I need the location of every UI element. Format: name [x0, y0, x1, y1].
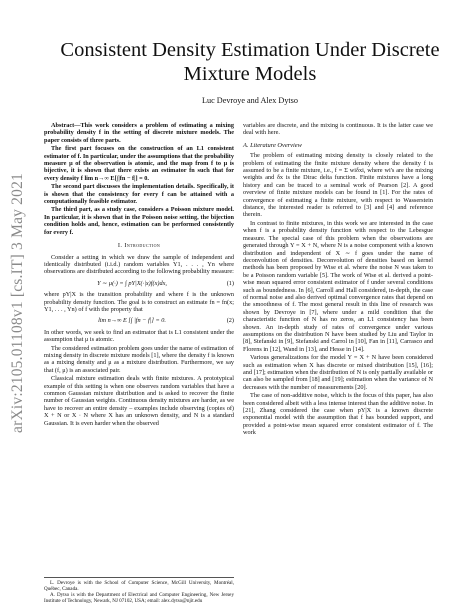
- equation-2: [44, 317, 234, 324]
- body-paragraph: In other words, we seek to find an estimator that is L1 consistent under the assumption that μ is atomic.: [44, 328, 234, 344]
- subsection-heading-literature: A. Literature Overview: [243, 141, 302, 149]
- abstract: [44, 122, 234, 236]
- body-paragraph: Various generalizations for the model Y = X + N have been considered such as estimation when X has discrete or mixed distribution [15], [16]; and [17]; estimation when the distribution of N is only partially available or can also be sampled from [18] and [19]; estimation when the variance of N decreases with the number of measurements [20].: [243, 354, 433, 391]
- body-paragraph: Classical mixture estimation deals with finite mixtures. A prototypical example of this setting is when one observes random variables that have a common Gaussian mixture distribution and is asked to recover the finite number of Gaussian weights. Continuous density mixtures are harder, as we have to recover an entire density – examples include observing (copies of) X + N or X · N where X has an unknown density, and N is a standard Gaussian. It is even harder when the observed: [44, 375, 234, 427]
- arxiv-identifier: [4, 148, 32, 458]
- footnote: L. Devroye is with the School of Computer Science, McGill University, Montréal, Québec, Canada.: [44, 580, 234, 592]
- right-column: [243, 122, 433, 438]
- equation-1-body: Y ∼ μ(·) = ∫ pY|X(·|x)f(x)dx,: [97, 279, 167, 287]
- equation-1: [44, 280, 234, 287]
- equation-1-number: (1): [226, 279, 234, 287]
- body-paragraph: variables are discrete, and the mixing is continuous. It is the latter case we deal with here.: [243, 122, 433, 137]
- body-paragraph: The case of non-additive noise, which is the focus of this paper, has also been considered albeit with a less intense interest than the additive noise. In [21], Zhang considered the case when pY|X is a known discrete exponential model with the assumption that f has bounded support, and provided a point-wise mean squared error consistent estimator of f. The work: [243, 392, 433, 437]
- body-paragraph: where pY|X is the transition probability and where f is the unknown probability density function. The goal is to construct an estimate fn = fn(x; Y1, . . . , Yn) of f with the property that: [44, 291, 234, 313]
- equation-2-number: (2): [226, 317, 234, 325]
- arxiv-id-text: arXiv:2105.01108v1 [cs.IT] 3 May 2021: [9, 173, 26, 433]
- body-paragraph: The considered estimation problem goes under the name of estimation of mixing density in discrete mixture models [1], where the density f is known as a mixing density and μ as a mixture distribution. Furthermore, we say that (f, μ) is an associated pair.: [44, 344, 234, 374]
- left-column: [44, 122, 234, 428]
- body-paragraph: Consider a setting in which we draw the sample of independent and identically distributed (i.i.d.) random variables Y1, . . . , Yn where observations are distributed according to the following probability measure:: [44, 253, 234, 276]
- footnote: A. Dytso is with the Department of Electrical and Computer Engineering, New Jersey Institute of Technology, Newark, NJ 07102, USA; email: alex.dytso@njit.edu: [44, 592, 234, 604]
- abstract-paragraph: The first part focuses on the construction of an L1 consistent estimator of f. In particular, under the assumptions that the probability measure μ of the observation is atomic, and the map from f to μ is bijective, it is shown that there exists an estimator fn such that for every density f lim n→∞ E[∫|fn − f|] = 0.: [44, 145, 234, 182]
- body-paragraph: In contrast to finite mixtures, in this work we are interested in the case when f is a probability density function with respect to the Lebesgue measure. The special case of this problem when the observations are generated through Y = X + N, where N is a noise component with a known distribution and independent of X ∼ f goes under the name of deconvolution of densities. Deconvolution of densities based on kernel methods has been proposed by Wise et al. where the noise N was taken to be a Poisson random variable [5]. The work of Wise et al. derived a point-wise mean squared error consistent estimator of f under several conditions such as boundedness. In [6], Carroll and Hall considered, in-depth, the case of normal noise and also derived optimal convergence rates that depend on the smoothness of f. The most general result in this line of research was shown by Devroye in [7], where under a mild condition that the characteristic function of N has no zeros, an L1 consistency has been shown. An in-depth study of rates of convergence under various assumptions on the distribution N have been studied by Liu and Taylor in [8], Stefanski in [9], Stefanski and Carrol in [10], Fan in [11], Carrasco and Florens in [12], Wand in [13], and Hesse in [14].: [243, 219, 433, 353]
- abstract-paragraph: The third part, as a study case, considers a Poisson mixture model. In particular, it is shown that in the Poisson noise setting, the bijection condition holds and, hence, estimation can be performed consistently for every f.: [44, 206, 234, 236]
- body-paragraph: The problem of estimating mixing density is closely related to the problem of estimating the finite mixture density where the density f is assumed to be a finite mixture, i.e., f = Σ wiδxi, where wi's are the mixing weights and δx is the Dirac delta function. Finite mixtures have a long history and can be traced to a seminal work of Pearson [2]. A good overview of finite mixture models can be found in [1]. For the rates of convergence of estimating a finite mixture, with respect to Wasserstein distance, the interested reader is referred to [3] and [4] and reference therein.: [243, 152, 433, 219]
- footnotes: [44, 577, 234, 604]
- equation-2-body: lim n→∞ E [∫ |fn − f|] = 0.: [98, 317, 166, 325]
- abstract-paragraph: The second part discusses the implementation details. Specifically, it is shown that the consistency for every f can be attained with a computationally feasible estimator.: [44, 183, 234, 206]
- paper-title: Consistent Density Estimation Under Discrete Mixture Models: [60, 39, 440, 85]
- paper-authors: Luc Devroye and Alex Dytso: [202, 96, 298, 105]
- abstract-paragraph: Abstract—This work considers a problem of estimating a mixing probability density f in the setting of discrete mixture models. The paper consists of three parts.: [44, 122, 234, 144]
- section-heading-introduction: I. Introduction: [117, 242, 161, 250]
